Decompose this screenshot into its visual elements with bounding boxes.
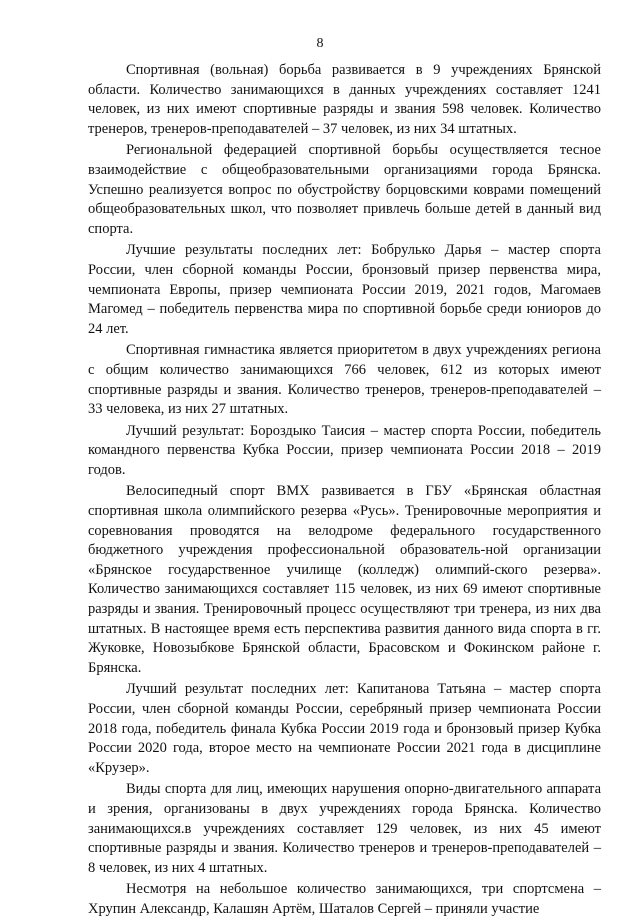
paragraph-athletes: Несмотря на небольшое количество занимающихся, три спортсмена – Хрупин Александр, Калашян Артём, Шаталов Сергей – приняли участие (88, 881, 601, 917)
paragraph-bmx-result: Лучший результат последних лет: Капитанова Татьяна – мастер спорта России, член сборной команды России, серебряный призер чемпионата России 2018 года, победитель финала Кубка России 2019 года и бронзовый призер Кубка России 2020 года, второе место на чемпионате России 2021 года в дисциплине «Крузер». (88, 681, 601, 776)
paragraph-wrestling-results: Лучшие результаты последних лет: Бобрулько Дарья – мастер спорта России, член сборной команды России, бронзовый призер первенства мира, чемпионата Европы, призер чемпионата России 2019, 2021 годов, Магомаев Магомед – победитель первенства мира по спортивной борьбе среди юниоров до 24 лет. (88, 242, 601, 337)
document-body (88, 61, 601, 922)
paragraph-wrestling: Спортивная (вольная) борьба развивается в 9 учреждениях Брянской области. Количество занимающихся в данных учреждениях составляет 1241 человек, из них имеют спортивные разряды и звания 598 человек. Количество тренеров, тренеров-преподавателей – 37 человек, из них 34 штатных. (88, 62, 601, 137)
paragraph-wrestling-federation: Региональной федерацией спортивной борьбы осуществляется тесное взаимодействие с общеобразовательными организациями города Брянска. Успешно реализуется вопрос по обустройству борцовскими коврами помещений общеобразовательных школ, что позволяет привлечь больше детей в данный вид спорта. (88, 142, 601, 237)
paragraph-adaptive-sports: Виды спорта для лиц, имеющих нарушения опорно-двигательного аппарата и зрения, организованы в двух учреждениях города Брянска. Количество занимающихся.в учреждениях составляет 129 человек, из них 45 имеют спортивные разряды и звания. Количество тренеров и тренеров-преподавателей – 8 человек, из них 4 штатных. (88, 781, 601, 876)
paragraph-gymnastics-result: Лучший результат: Бороздыко Таисия – мастер спорта России, победитель командного первенства Кубка России, призер чемпионата России 2018 – 2019 годов. (88, 422, 601, 478)
paragraph-gymnastics: Спортивная гимнастика является приоритетом в двух учреждениях региона с общим количество занимающихся 766 человек, 612 из которых имеют спортивные разряды и звания. Количество тренеров, тренеров-преподавателей – 33 человека, из них 27 штатных. (88, 342, 601, 418)
paragraph-bmx: Велосипедный спорт BMX развивается в ГБУ «Брянская областная спортивная школа олимпийского резерва «Русь». Тренировочные мероприятия и соревнования проводятся на велодроме федерального государственного бюджетного учреждения профессиональной образователь-ной организации «Брянское государственное училище (колледж) олимпий-ского резерва». Количество занимающихся составляет 115 человек, из них 69 имеют спортивные разряды и звания. Тренировочный процесс осуществляют три тренера, из них два штатных. В настоящее время есть перспектива развития данного вида спорта в гг. Жуковке, Новозыбкове Брянской области, Брасовском и Фокинском районе г. Брянска. (88, 483, 601, 676)
page-number: 8 (316, 36, 324, 51)
